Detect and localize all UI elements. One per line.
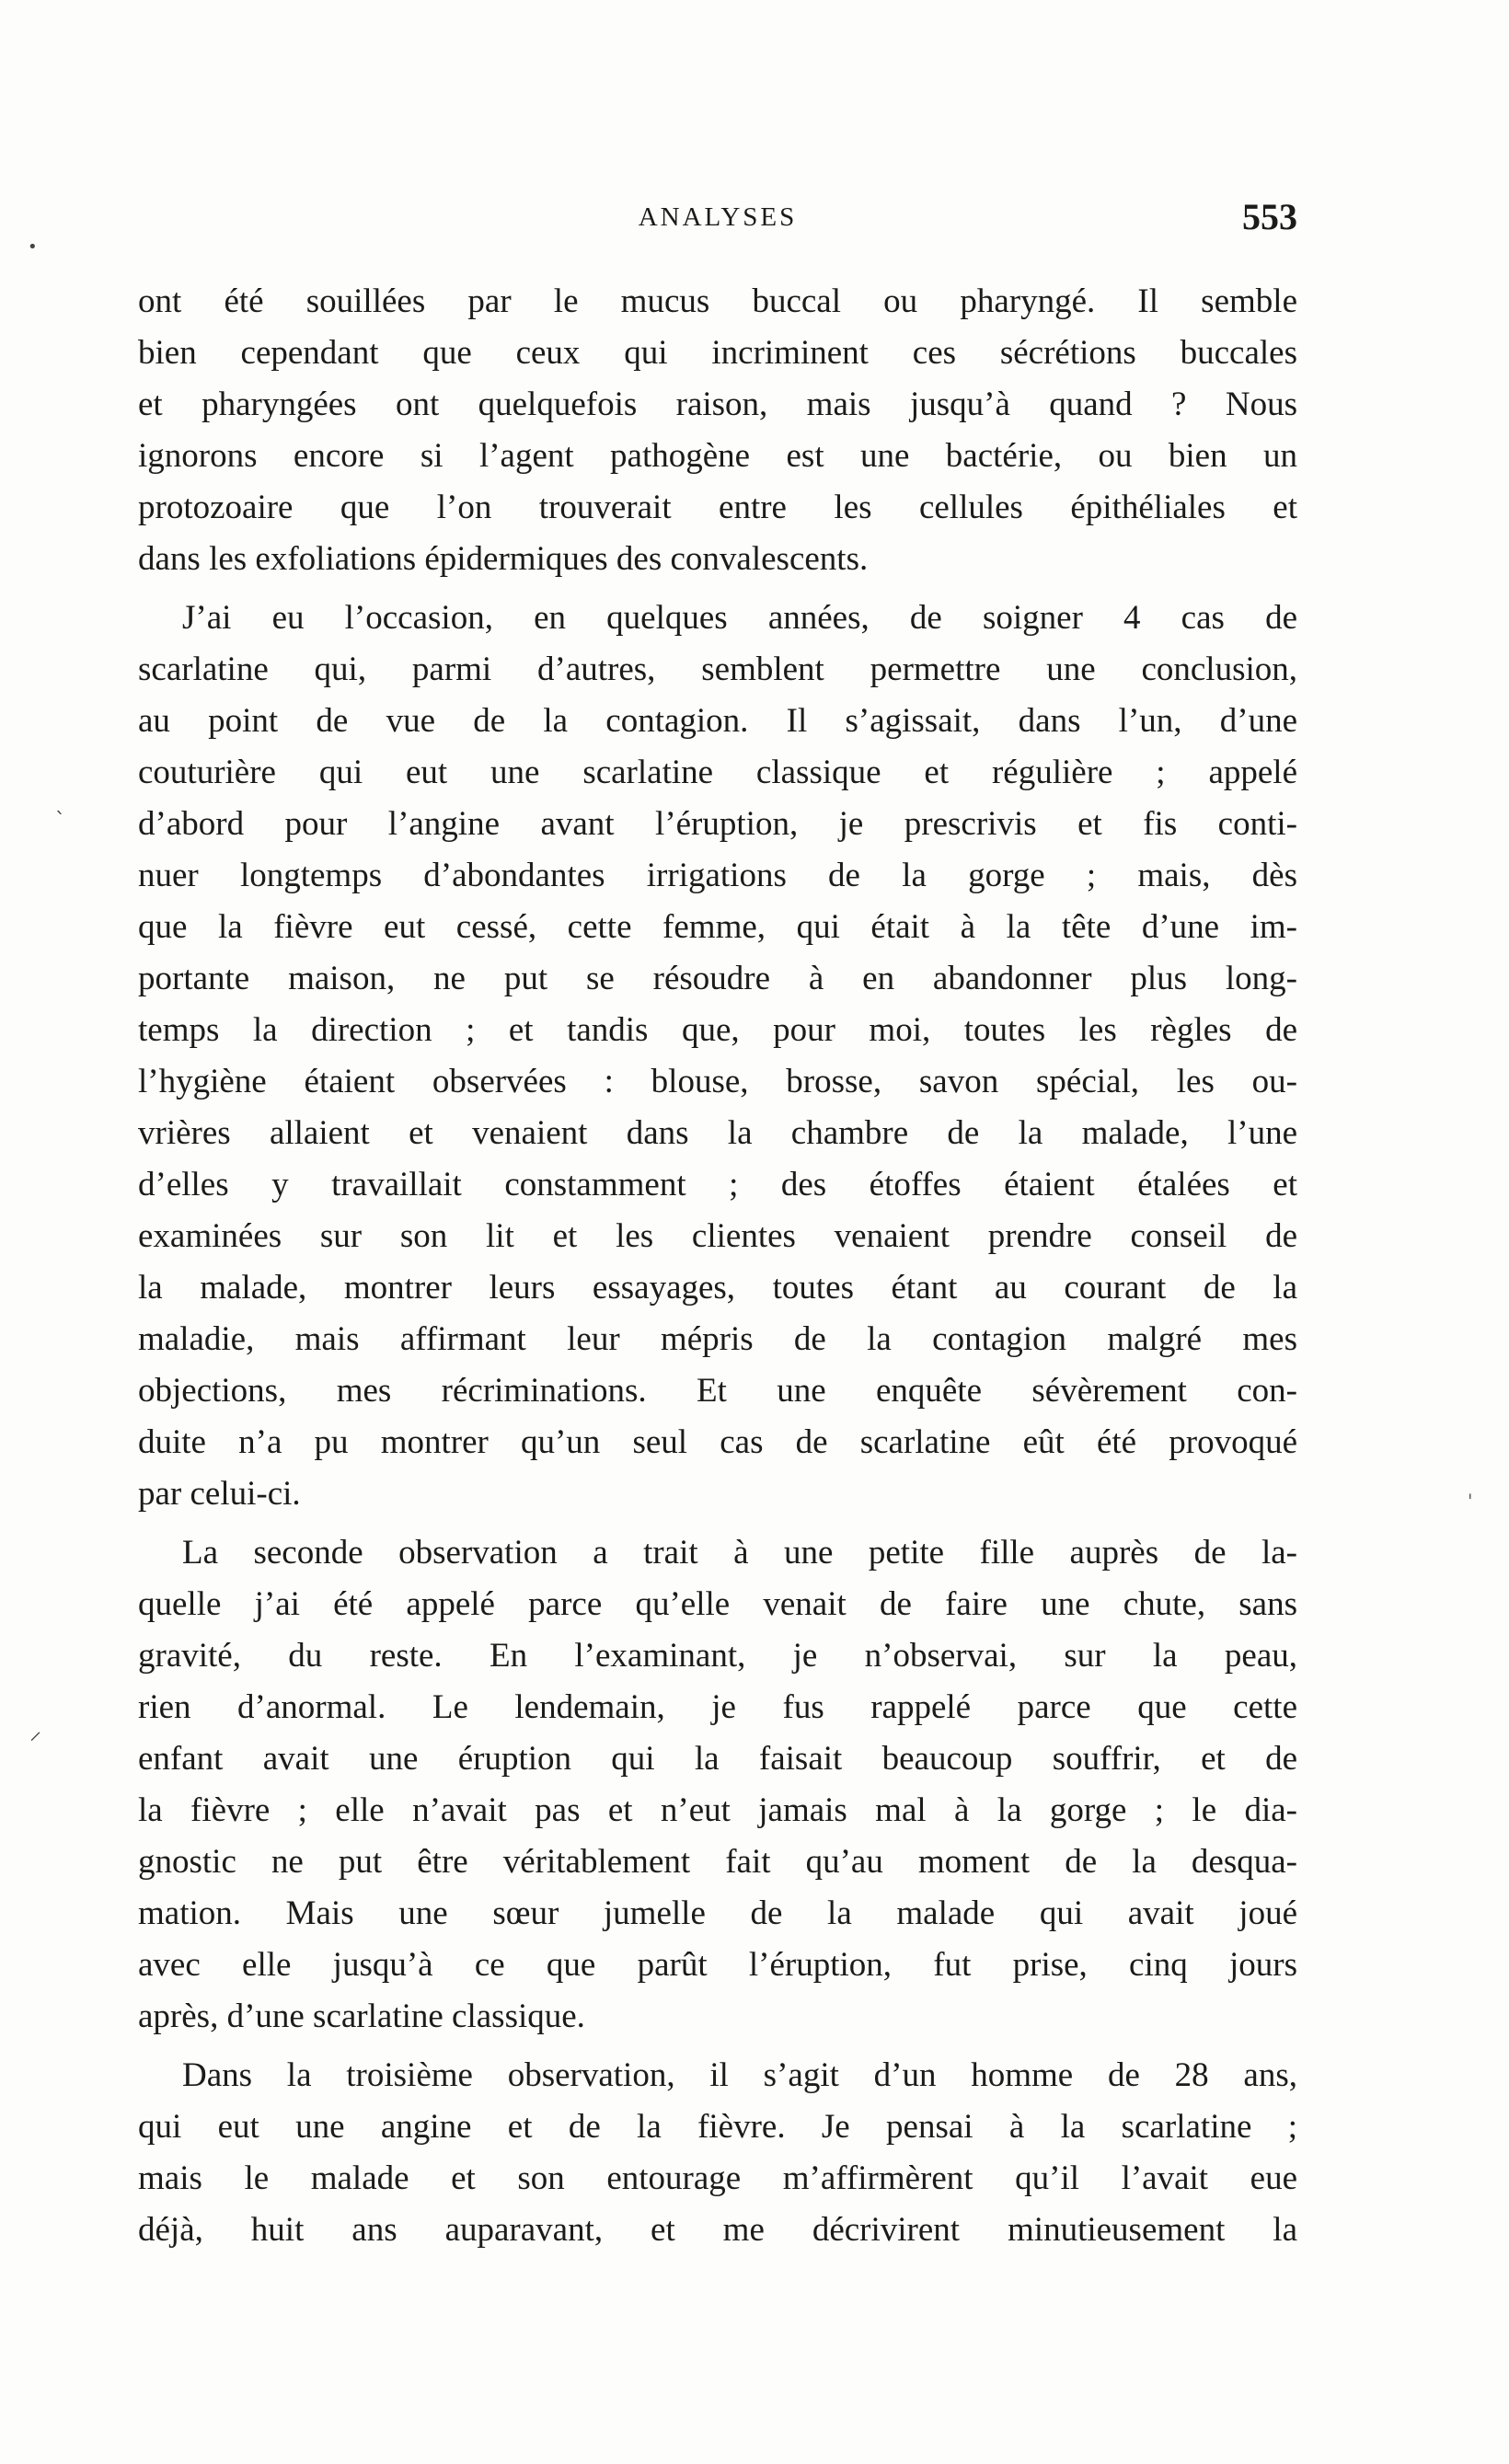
text-line: d’abord pour l’angine avant l’éruption, je prescrivis et fis conti-: [138, 805, 1297, 843]
text-line: couturière qui eut une scarlatine classique et régulière ; appelé: [138, 754, 1297, 791]
paragraph-3: [138, 1527, 1297, 2043]
text-line: dans les exfoliations épidermiques des convalescents.: [138, 540, 869, 578]
scan-mark: ˈ: [1468, 1491, 1473, 1513]
text-line: mation. Mais une sœur jumelle de la malade qui avait joué: [138, 1894, 1297, 1932]
text-line: maladie, mais affirmant leur mépris de la contagion malgré mes: [138, 1320, 1297, 1358]
scan-mark: ˋ: [55, 810, 65, 833]
text-line: protozoaire que l’on trouverait entre les cellules épithéliales et: [138, 489, 1297, 526]
text-line: qui eut une angine et de la fièvre. Je pensai à la scarlatine ;: [138, 2108, 1297, 2146]
text-line: La seconde observation a trait à une petite fille auprès de la-: [182, 1534, 1297, 1572]
text-line: vrières allaient et venaient dans la chambre de la malade, l’une: [138, 1114, 1297, 1152]
text-line: temps la direction ; et tandis que, pour moi, toutes les règles de: [138, 1011, 1297, 1049]
text-line: quelle j’ai été appelé parce qu’elle venait de faire une chute, sans: [138, 1585, 1297, 1623]
text-line: objections, mes récriminations. Et une enquête sévèrement con-: [138, 1372, 1297, 1410]
text-line: l’hygiène étaient observées : blouse, brosse, savon spécial, les ou-: [138, 1063, 1297, 1100]
text-line: bien cependant que ceux qui incriminent ces sécrétions buccales: [138, 334, 1297, 372]
text-line: J’ai eu l’occasion, en quelques années, de soigner 4 cas de: [182, 599, 1297, 637]
scan-mark: ⸝: [29, 1718, 42, 1745]
paragraph-4: [138, 2050, 1297, 2256]
text-line: ont été souillées par le mucus buccal ou pharyngé. Il semble: [138, 282, 1297, 320]
text-line: rien d’anormal. Le lendemain, je fus rappelé parce que cette: [138, 1688, 1297, 1726]
scan-mark: •: [28, 237, 38, 257]
paragraph-gap: [138, 585, 1297, 593]
text-line: examinées sur son lit et les clientes venaient prendre conseil de: [138, 1217, 1297, 1255]
paragraph-gap: [138, 2043, 1297, 2050]
text-line: mais le malade et son entourage m’affirmèrent qu’il l’avait eue: [138, 2159, 1297, 2197]
body-text: [138, 276, 1297, 2256]
paragraph-1: [138, 276, 1297, 585]
text-line: nuer longtemps d’abondantes irrigations de la gorge ; mais, dès: [138, 857, 1297, 894]
text-line: scarlatine qui, parmi d’autres, semblent permettre une conclusion,: [138, 651, 1297, 688]
text-line: ignorons encore si l’agent pathogène est une bactérie, ou bien un: [138, 437, 1297, 475]
text-line: après, d’une scarlatine classique.: [138, 1998, 585, 2035]
text-line: gnostic ne put être véritablement fait qu’au moment de la desqua-: [138, 1843, 1297, 1881]
text-line: portante maison, ne put se résoudre à en abandonner plus long-: [138, 960, 1297, 997]
text-line: et pharyngées ont quelquefois raison, mais jusqu’à quand ? Nous: [138, 386, 1297, 423]
text-line: la malade, montrer leurs essayages, toutes étant au courant de la: [138, 1269, 1297, 1307]
text-line: enfant avait une éruption qui la faisait beaucoup souffrir, et de: [138, 1740, 1297, 1778]
text-line: Dans la troisième observation, il s’agit d’un homme de 28 ans,: [182, 2056, 1297, 2094]
page-number: 553: [1242, 196, 1297, 237]
text-line: d’elles y travaillait constamment ; des étoffes étaient étalées et: [138, 1166, 1297, 1203]
running-head: [138, 195, 1297, 250]
text-line: au point de vue de la contagion. Il s’agissait, dans l’un, d’une: [138, 702, 1297, 740]
text-line: déjà, huit ans auparavant, et me décrivirent minutieusement la: [138, 2211, 1297, 2249]
text-line: gravité, du reste. En l’examinant, je n’observai, sur la peau,: [138, 1637, 1297, 1675]
text-line: la fièvre ; elle n’avait pas et n’eut jamais mal à la gorge ; le dia-: [138, 1791, 1297, 1829]
text-line: avec elle jusqu’à ce que parût l’éruption, fut prise, cinq jours: [138, 1946, 1297, 1984]
paragraph-2: [138, 593, 1297, 1520]
text-line: que la fièvre eut cessé, cette femme, qui était à la tête d’une im-: [138, 908, 1297, 946]
running-title: ANALYSES: [638, 202, 798, 232]
paragraph-gap: [138, 1520, 1297, 1527]
text-line: duite n’a pu montrer qu’un seul cas de scarlatine eût été provoqué: [138, 1423, 1297, 1461]
text-line: par celui-ci.: [138, 1475, 301, 1513]
